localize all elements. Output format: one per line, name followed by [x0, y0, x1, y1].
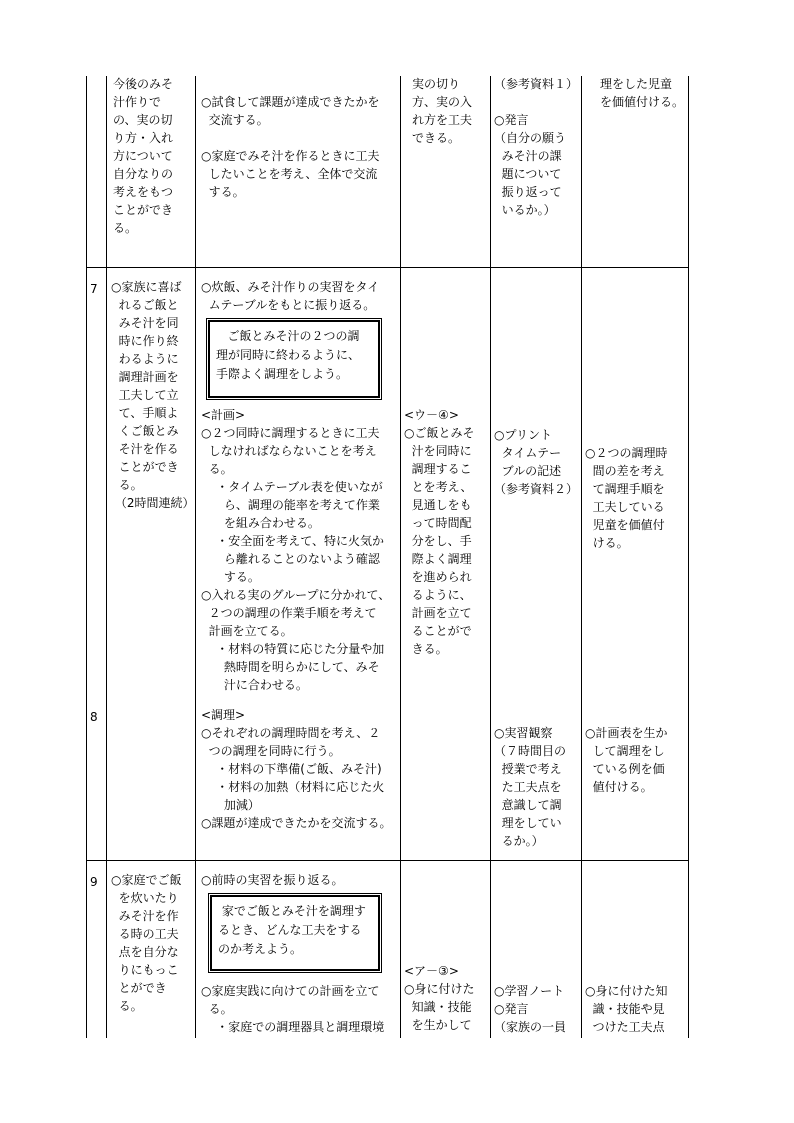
row-divider [86, 860, 689, 861]
row2-number-b: 8 [90, 710, 98, 724]
row3-method: ○学習ノート ○発言 （家族の一員 [494, 984, 567, 1034]
table-column-divider [581, 76, 582, 1038]
row3-number: 9 [90, 875, 98, 889]
row-divider [86, 267, 689, 268]
row3-support: ○身に付けた知 識・技能や見 つけた工夫点 [585, 984, 668, 1034]
row2-support-a: ○２つの調理時 間の差を考え て調理手順を 工夫している 児童を価値付 ける。 [585, 446, 668, 550]
row3-goal-box-text: 家でご飯とみそ汁を調理す るとき、どんな工夫をする のか考えよう。 [218, 904, 366, 956]
row3-goal-box [208, 893, 382, 973]
row2-activity-intro: ○炊飯、みそ汁作りの実習をタイ ムテーブルをもとに振り返る。 [201, 280, 380, 312]
row2-goal-box [206, 318, 382, 400]
row2-evaluation: <ウ－④> ○ご飯とみそ 汁を同時に 調理するこ とを考え、 見通しをも って時間配 分をし、手 際よく調理 を進められ るように、 計画を立て ることがで きる。 [404, 408, 475, 656]
table-column-divider [195, 76, 196, 1038]
table-border-left [106, 76, 107, 1038]
row1-method: （参考資料１） ○発言 （自分の願う みそ汁の課 題について 振り返って いるか。） [494, 77, 579, 217]
row2-goal: ○家族に喜ば れるご飯と みそ汁を同 時に作り終 わるように 調理計画を 工夫して立 て、手順よ くご飯とみ そ汁を作る ことができ る。 （2時間連続） [111, 280, 195, 510]
row2-goal-box-text: ご飯とみそ汁の２つの調 理が同時に終わるように、 手際よく調理をしよう。 [216, 329, 361, 381]
row1-activity: ○試食して課題が達成できたかを 交流する。 ○家庭でみそ汁を作るときに工夫 したいことを考え、全体で交流 する。 [201, 95, 380, 199]
row2-activity-plan: <計画> ○２つ同時に調理するときに工夫 しなければならないことを考え る。 ・タイムテーブル表を使いなが ら、調理の能率を考えて作業 を組み合わせる。 ・安全面を考えて、特に火気か ら離れることのないよう確認 する。 ○入れる実のグループに分かれて、 ２つの調理の作業手順を考えて 計画を立てる。 ・材料の特質に応じた分量や加 熱時間を明らかにして、みそ 汁に合わせる。 [201, 408, 391, 692]
table-border-right [688, 76, 689, 1038]
row3-goal: ○家庭でご飯 を炊いたり みそ汁を作 る時の工夫 点を自分な りにもっこ とができ る。 [111, 873, 182, 1013]
row3-activity-intro: ○前時の実習を振り返る。 [201, 873, 344, 887]
row2-activity-cook: <調理> ○それぞれの調理時間を考え、２ つの調理を同時に行う。 ・材料の下準備(ご飯、みそ汁) ・材料の加熱（材料に応じた火 加減） ○課題が達成できたかを交流する。 [201, 708, 392, 830]
row1-goal: 今後のみそ 汁作りで の、実の切 り方・入れ 方について 自分なりの 考えをもつ ことができ る。 [113, 77, 174, 235]
row3-evaluation: <ア－③> ○身に付けた 知識・技能 を生かして [404, 964, 475, 1032]
row1-support: 理をした児童 を価値付ける。 [600, 77, 685, 109]
number-column-left [86, 76, 87, 1038]
row1-evaluation: 実の切り 方、実の入 れ方を工夫 できる。 [412, 77, 473, 145]
row2-number: 7 [90, 282, 98, 296]
row2-method-b: ○実習観察 （７時間目の 授業で考え た工夫点を 意識して調 理をしてい るか。） [494, 726, 567, 848]
row2-support-b: ○計画表を生か して調理をし ている例を価 値付ける。 [585, 726, 668, 794]
row3-activity-plan: ○家庭実践に向けての計画を立て る。 ・家庭での調理器具と調理環境 [201, 984, 385, 1034]
table-column-divider [400, 76, 401, 1038]
table-column-divider [490, 76, 491, 1038]
row2-method-a: ○プリント タイムテー ブルの記述 （参考資料２） [494, 428, 579, 496]
